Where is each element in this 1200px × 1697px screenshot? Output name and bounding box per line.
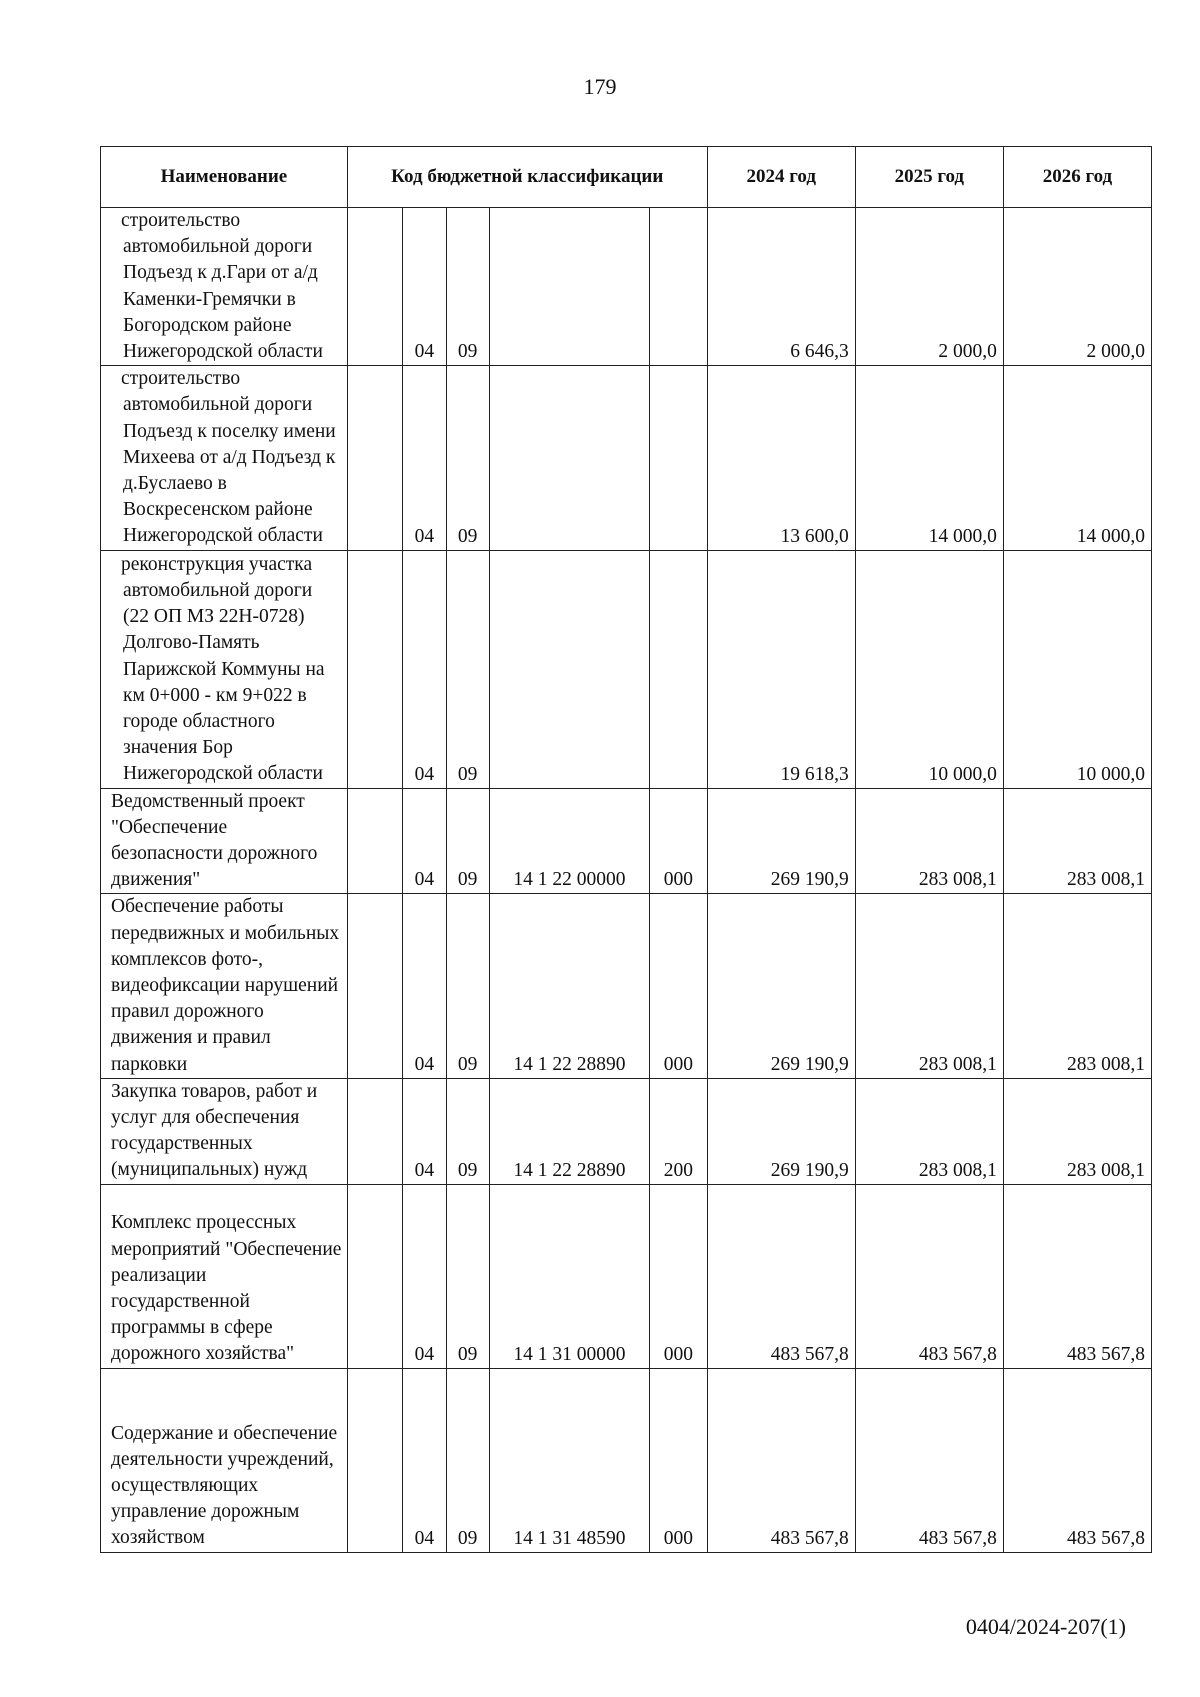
row-name: строительство автомобильной дороги Подъезд к д.Гари от а/д Каменки-Гремячки в Богородском районе Нижегородской области (101, 208, 348, 366)
document-code: 0404/2024-207(1) (965, 1614, 1126, 1639)
row-code-expense: 000 (650, 1184, 708, 1368)
row-code-1 (347, 366, 403, 550)
row-2024: 13 600,0 (707, 366, 855, 550)
row-code-expense: 000 (650, 894, 708, 1078)
row-name: Обеспечение работы передвижных и мобильных комплексов фото-, видеофиксации нарушений правил дорожного движения и правил парковки (101, 894, 348, 1078)
row-code-article: 14 1 22 28890 (489, 1078, 649, 1184)
row-2026: 2 000,0 (1003, 208, 1151, 366)
row-code-1 (347, 788, 403, 894)
row-code-1 (347, 208, 403, 366)
row-code-article (489, 208, 649, 366)
row-code-section: 04 (403, 894, 446, 1078)
table-row (101, 1078, 1152, 1184)
row-2025: 2 000,0 (855, 208, 1003, 366)
header-2024: 2024 год (707, 147, 855, 208)
row-code-subsection: 09 (446, 550, 489, 788)
row-code-expense (650, 550, 708, 788)
row-code-1 (347, 1368, 403, 1552)
row-2024: 483 567,8 (707, 1368, 855, 1552)
table-row (101, 1368, 1152, 1552)
row-name: Содержание и обеспечение деятельности учреждений, осуществляющих управление дорожным хозяйством (101, 1368, 348, 1552)
row-2025: 483 567,8 (855, 1368, 1003, 1552)
header-2026: 2026 год (1003, 147, 1151, 208)
row-code-subsection: 09 (446, 1368, 489, 1552)
table-row (101, 208, 1152, 366)
row-name: Закупка товаров, работ и услуг для обеспечения государственных (муниципальных) нужд (101, 1078, 348, 1184)
row-name: Комплекс процессных мероприятий "Обеспечение реализации государственной программы в сфере дорожного хозяйства" (101, 1184, 348, 1368)
row-2024: 19 618,3 (707, 550, 855, 788)
row-2026: 283 008,1 (1003, 894, 1151, 1078)
row-code-1 (347, 550, 403, 788)
row-name: Ведомственный проект "Обеспечение безопасности дорожного движения" (101, 788, 348, 894)
row-code-expense: 000 (650, 788, 708, 894)
row-code-subsection: 09 (446, 366, 489, 550)
row-2025: 283 008,1 (855, 788, 1003, 894)
row-code-subsection: 09 (446, 1184, 489, 1368)
row-code-section: 04 (403, 366, 446, 550)
header-2025: 2025 год (855, 147, 1003, 208)
row-2025: 14 000,0 (855, 366, 1003, 550)
row-code-section: 04 (403, 208, 446, 366)
row-code-1 (347, 1184, 403, 1368)
header-name: Наименование (101, 147, 348, 208)
row-2025: 283 008,1 (855, 1078, 1003, 1184)
row-code-article: 14 1 31 00000 (489, 1184, 649, 1368)
row-code-subsection: 09 (446, 1078, 489, 1184)
row-2025: 10 000,0 (855, 550, 1003, 788)
row-code-article: 14 1 22 28890 (489, 894, 649, 1078)
row-2026: 283 008,1 (1003, 1078, 1151, 1184)
table-row (101, 366, 1152, 550)
row-2025: 283 008,1 (855, 894, 1003, 1078)
row-code-1 (347, 1078, 403, 1184)
table-row (101, 894, 1152, 1078)
row-2024: 269 190,9 (707, 1078, 855, 1184)
row-2026: 283 008,1 (1003, 788, 1151, 894)
row-name: реконструкция участка автомобильной дороги (22 ОП МЗ 22Н-0728) Долгово-Память Парижской Коммуны на км 0+000 - км 9+022 в городе областного значения Бор Нижегородской области (101, 550, 348, 788)
row-code-section: 04 (403, 1368, 446, 1552)
row-code-article (489, 366, 649, 550)
row-2024: 6 646,3 (707, 208, 855, 366)
row-2026: 483 567,8 (1003, 1368, 1151, 1552)
row-code-section: 04 (403, 788, 446, 894)
row-2024: 269 190,9 (707, 788, 855, 894)
row-2026: 14 000,0 (1003, 366, 1151, 550)
row-code-article (489, 550, 649, 788)
row-2024: 483 567,8 (707, 1184, 855, 1368)
row-code-subsection: 09 (446, 788, 489, 894)
row-2025: 483 567,8 (855, 1184, 1003, 1368)
row-code-expense: 200 (650, 1078, 708, 1184)
row-2024: 269 190,9 (707, 894, 855, 1078)
budget-table (100, 146, 1152, 1553)
table-row (101, 788, 1152, 894)
row-code-expense: 000 (650, 1368, 708, 1552)
row-name: строительство автомобильной дороги Подъезд к поселку имени Михеева от а/д Подъезд к д.Буслаево в Воскресенском районе Нижегородской области (101, 366, 348, 550)
row-2026: 483 567,8 (1003, 1184, 1151, 1368)
row-2026: 10 000,0 (1003, 550, 1151, 788)
table-row (101, 1184, 1152, 1368)
row-code-subsection: 09 (446, 894, 489, 1078)
page-number: 179 (583, 74, 617, 99)
table-header-row (101, 147, 1152, 208)
row-code-article: 14 1 22 00000 (489, 788, 649, 894)
row-code-section: 04 (403, 1078, 446, 1184)
row-code-article: 14 1 31 48590 (489, 1368, 649, 1552)
row-code-section: 04 (403, 1184, 446, 1368)
row-code-expense (650, 208, 708, 366)
header-code: Код бюджетной классификации (347, 147, 707, 208)
row-code-1 (347, 894, 403, 1078)
row-code-subsection: 09 (446, 208, 489, 366)
row-code-section: 04 (403, 550, 446, 788)
row-code-expense (650, 366, 708, 550)
table-row (101, 550, 1152, 788)
